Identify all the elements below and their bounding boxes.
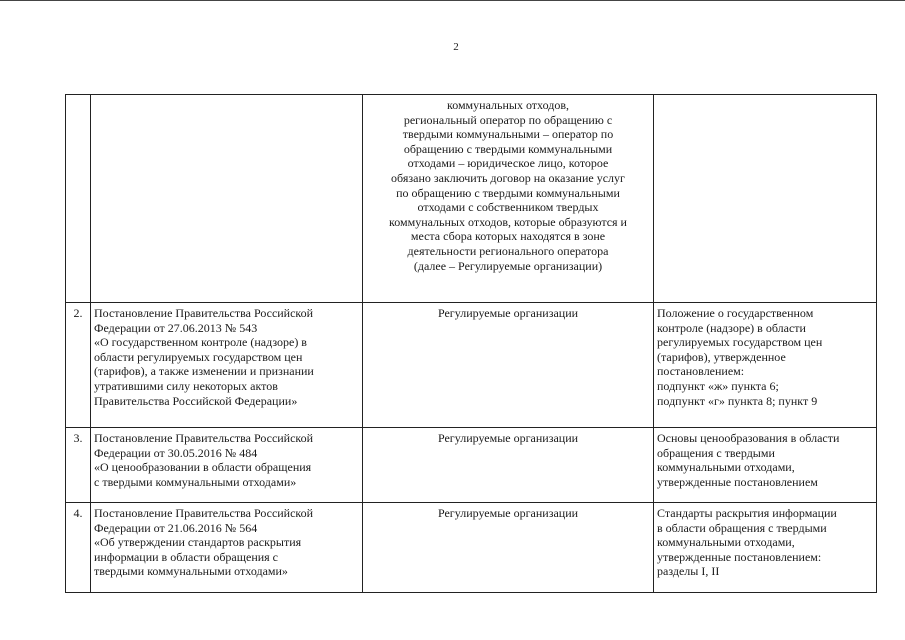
row-number-cell [66,95,91,303]
act-line: Федерации от 30.05.2016 № 484 [94,445,258,460]
requirements-cell [654,428,877,503]
requirements-line: коммунальными отходами, [657,535,795,550]
requirements-line: утвержденные постановлением [657,474,818,489]
orgs-line: места сбора которых находятся в зоне [410,229,606,244]
orgs-cell [363,303,654,428]
act-line: Федерации от 27.06.2013 № 543 [94,320,258,335]
top-rule [0,0,905,1]
act-line: Правительства Российской Федерации» [94,393,298,408]
act-line: твердыми коммунальными отходами» [94,564,288,579]
orgs-line: Регулируемые организации [437,306,579,320]
requirements-line: обращения с твердыми [657,445,775,460]
table-row [66,428,877,503]
orgs-line: Регулируемые организации [437,506,579,520]
regulations-table [65,94,877,593]
act-line: «Об утверждении стандартов раскрытия [94,535,302,550]
requirements-line: (тарифов), утвержденное [657,349,786,364]
orgs-line: отходами с собственником твердых [417,200,599,215]
act-line: утратившими силу некоторых актов [94,378,278,393]
requirements-line: Стандарты раскрытия информации [657,506,837,520]
requirements-line: подпункт «г» пункта 8; пункт 9 [657,393,818,408]
row-number: 3. [73,431,83,445]
act-line: Федерации от 21.06.2016 № 564 [94,520,258,535]
orgs-line: обязано заключить договор на оказание услуг [391,170,625,185]
row-number-cell [66,503,91,593]
row-number-cell [66,303,91,428]
orgs-line: отходами – юридическое лицо, которое [407,156,609,171]
orgs-cell [363,428,654,503]
page-number: 2 [453,41,459,53]
orgs-line: твердыми коммунальными – оператор по [402,127,614,142]
row-number: 2. [73,306,83,320]
requirements-cell [654,303,877,428]
act-cell [91,303,363,428]
requirements-cell [654,503,877,593]
act-line: «О ценообразовании в области обращения [94,460,312,475]
orgs-line: коммунальных отходов, [446,98,570,112]
act-line: Постановление Правительства Российской [94,506,314,520]
requirements-line: утвержденные постановлением: [657,549,822,564]
act-line: Постановление Правительства Российской [94,431,314,445]
act-line: (тарифов), а также изменении и признании [94,364,314,379]
orgs-line: Регулируемые организации [437,431,579,445]
requirements-line: в области обращения с твердыми [657,520,827,535]
requirements-line: подпункт «ж» пункта 6; [657,378,779,393]
requirements-line: Основы ценообразования в области [657,431,840,445]
act-line: информации в области обращения с [94,549,279,564]
row-number: 4. [73,506,83,520]
requirements-line: контроле (надзоре) в области [657,320,806,335]
act-line: Постановление Правительства Российской [94,306,314,320]
requirements-line: разделы I, II [657,564,720,579]
requirements-cell [654,95,877,303]
orgs-line: (далее – Регулируемые организации) [413,258,603,273]
act-cell [91,428,363,503]
orgs-line: коммунальных отходов, которые образуются и [389,214,627,229]
table-row [66,503,877,593]
orgs-cell [363,95,654,303]
table-row [66,95,877,303]
act-line: области регулируемых государством цен [94,349,303,364]
act-cell [91,503,363,593]
orgs-line: обращению с твердыми коммунальными [403,141,613,156]
act-line: с твердыми коммунальными отходами» [94,474,297,489]
row-number-cell [66,428,91,503]
requirements-line: постановлением: [657,364,745,379]
requirements-line: регулируемых государством цен [657,335,823,350]
orgs-line: деятельности регионального оператора [407,243,609,258]
requirements-line: коммунальными отходами, [657,460,795,475]
orgs-line: по обращению с твердыми коммунальными [396,185,620,200]
act-cell [91,95,363,303]
table-row [66,303,877,428]
act-line: «О государственном контроле (надзоре) в [94,335,307,350]
requirements-line: Положение о государственном [657,306,814,320]
orgs-line: региональный оператор по обращению с [403,112,613,127]
orgs-cell [363,503,654,593]
